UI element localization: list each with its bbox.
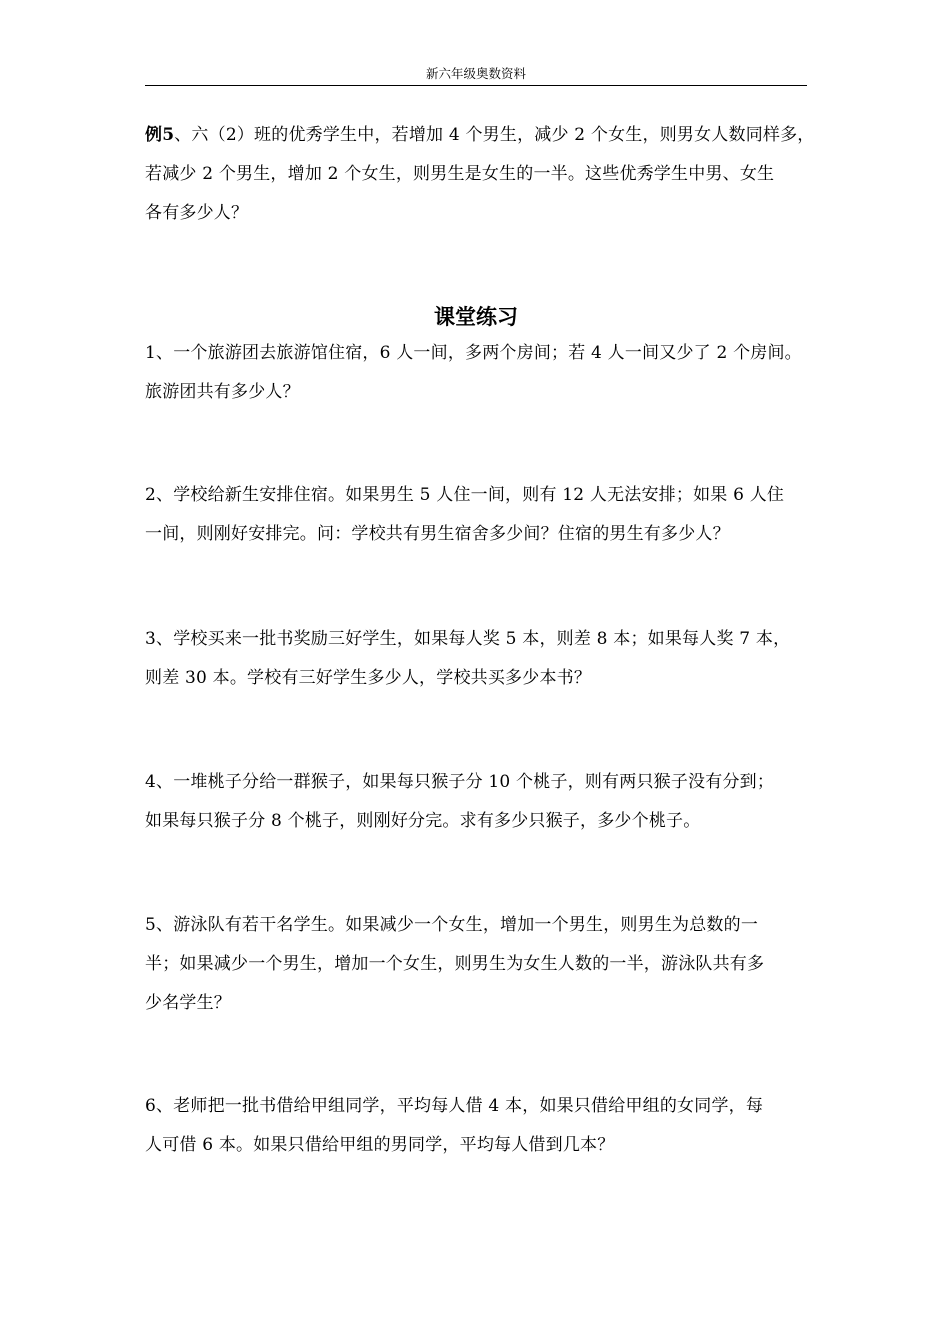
example-line: 各有多少人？ xyxy=(145,203,249,223)
exercise-5 xyxy=(145,906,811,1023)
exercise-line: 2、学校给新生安排住宿。如果男生 5 人住一间，则有 12 人无法安排；如果 6 人住 xyxy=(145,485,785,505)
exercise-line: 一间，则刚好安排完。问：学校共有男生宿舍多少间？住宿的男生有多少人？ xyxy=(145,524,730,544)
header-title: 新六年级奥数资料 xyxy=(425,66,526,81)
example-line xyxy=(145,116,815,155)
exercise-line: 6、老师把一批书借给甲组同学，平均每人借 4 本，如果只借给甲组的女同学，每 xyxy=(145,1096,764,1116)
exercise-line: 5、游泳队有若干名学生。如果减少一个女生，增加一个男生，则男生为总数的一 xyxy=(145,915,759,935)
exercise-line: 如果每只猴子分 8 个桃子，则刚好分完。求有多少只猴子，多少个桃子。 xyxy=(145,811,701,831)
exercise-line: 少名学生？ xyxy=(145,993,231,1013)
example-line-text: 、六（2）班的优秀学生中，若增加 4 个男生，减少 2 个女生，则男女人数同样多， xyxy=(174,125,815,145)
exercise-3 xyxy=(145,620,811,698)
exercise-line: 1、一个旅游团去旅游馆住宿，6 人一间，多两个房间；若 4 人一间又少了 2 个房间。 xyxy=(145,343,802,363)
exercise-line: 人可借 6 本。如果只借给甲组的男同学，平均每人借到几本？ xyxy=(145,1135,615,1155)
exercise-line: 则差 30 本。学校有三好学生多少人，学校共买多少本书？ xyxy=(145,668,592,688)
section-title: 课堂练习 xyxy=(434,304,518,329)
exercise-line: 半；如果减少一个男生，增加一个女生，则男生为女生人数的一半，游泳队共有多 xyxy=(145,954,765,974)
exercise-line: 3、学校买来一批书奖励三好学生，如果每人奖 5 本，则差 8 本；如果每人奖 7 本， xyxy=(145,629,791,649)
example-line: 若减少 2 个男生，增加 2 个女生，则男生是女生的一半。这些优秀学生中男、女生 xyxy=(145,164,775,184)
example-label: 例5 xyxy=(145,125,175,145)
exercise-4 xyxy=(145,763,811,841)
exercise-1 xyxy=(145,334,811,412)
exercise-2 xyxy=(145,476,811,554)
exercise-6 xyxy=(145,1087,811,1165)
exercise-line: 4、一堆桃子分给一群猴子，如果每只猴子分 10 个桃子，则有两只猴子没有分到； xyxy=(145,772,775,792)
exercise-line: 旅游团共有多少人？ xyxy=(145,382,300,402)
example-5 xyxy=(145,116,815,233)
page-header xyxy=(145,66,807,86)
